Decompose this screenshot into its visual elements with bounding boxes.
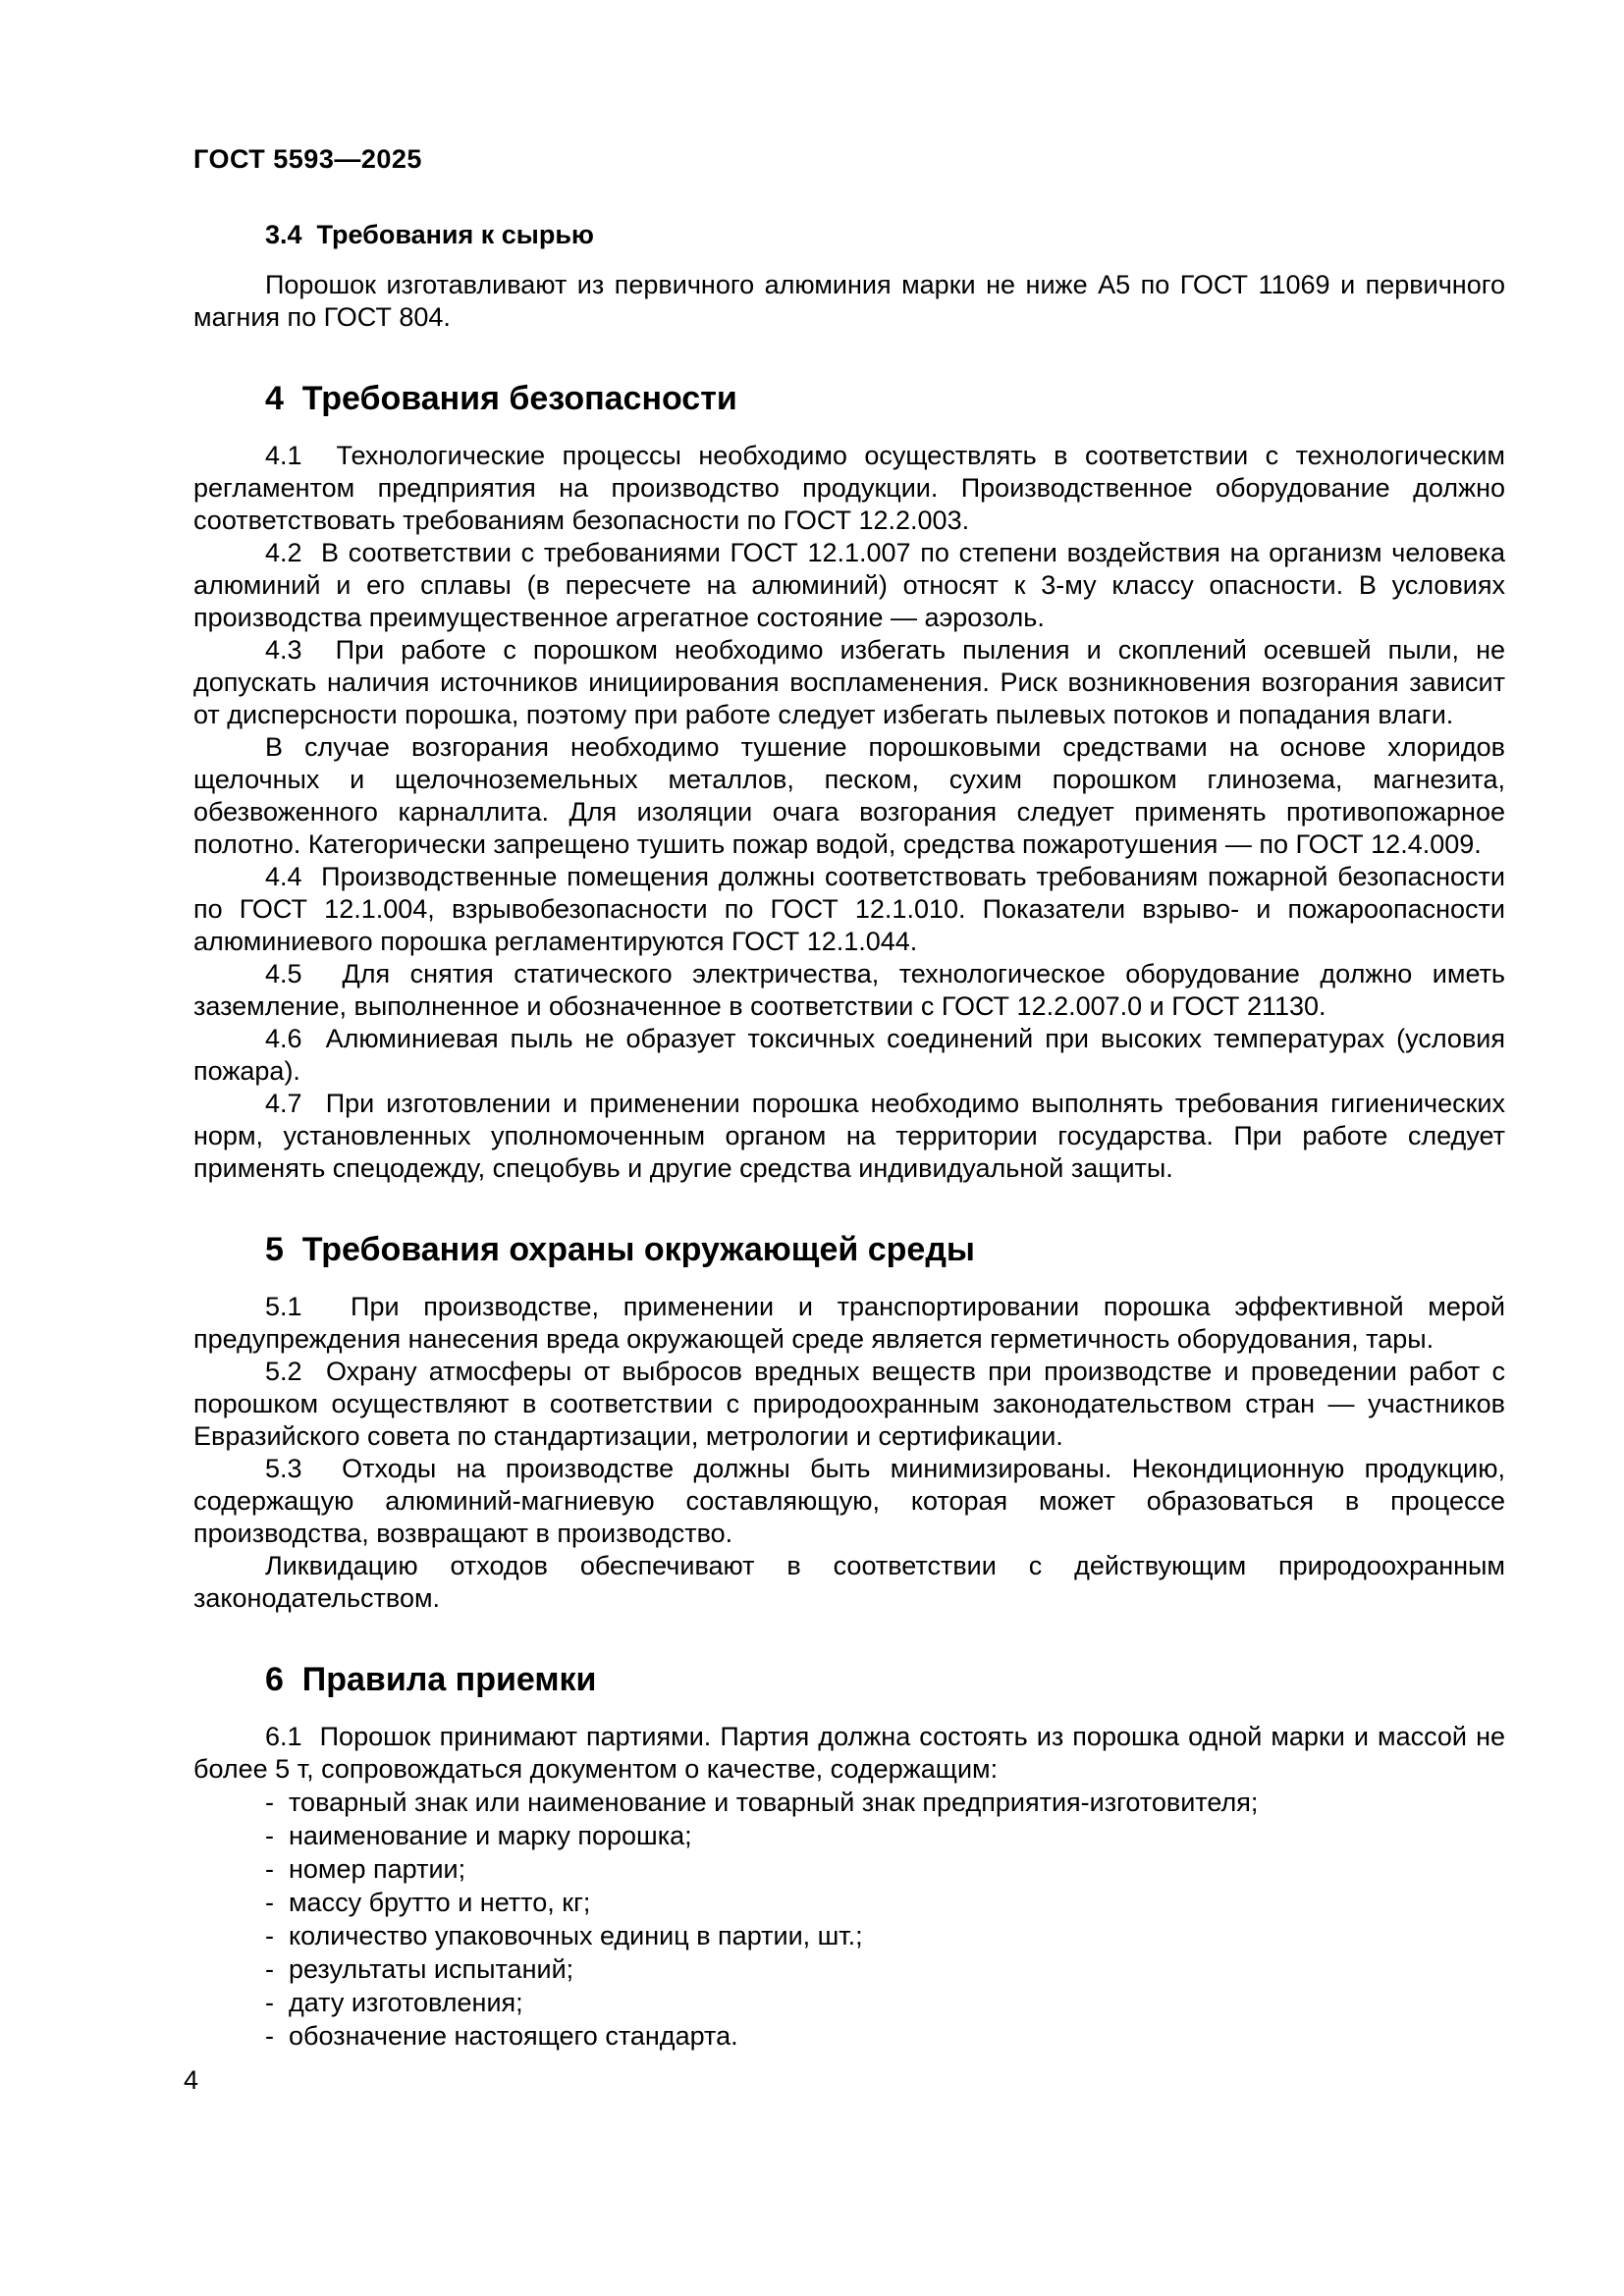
list-item: - товарный знак или наименование и товарный знак предприятия-изготовителя; [265,1788,1259,1817]
paragraph-4-7: 4.7 При изготовлении и применении порошка необходимо выполнять требования гигиенических норм, установленных уполномоченным органом на территории государства. При работе следует применять спецодежду, спецобувь и другие средства индивидуальной защиты. [193,1089,1505,1183]
paragraph-5-2: 5.2 Охрану атмосферы от выбросов вредных веществ при производстве и проведении работ с порошком осуществляют в соответствии с природоохранным законодательством стран — участников Евразийского совета по стандартизации, метрологии и сертификации. [193,1357,1505,1451]
paragraph-6-1: 6.1 Порошок принимают партиями. Партия должна состоять из порошка одной марки и массой не более 5 т, сопровождаться документом о качестве, содержащим: [193,1722,1505,1784]
quality-document-list [193,1786,1505,2053]
paragraph-4-5: 4.5 Для снятия статического электричества, технологическое оборудование должно иметь заземление, выполненное и обозначенное в соответствии с ГОСТ 12.2.007.0 и ГОСТ 21130. [193,959,1505,1021]
section-6-heading: 6 Правила приемки [265,1661,597,1698]
paragraph-4-3: 4.3 При работе с порошком необходимо избегать пыления и скоплений осевшей пыли, не допускать наличия источников инициирования воспламенения. Риск возникновения возгорания зависит от дисперсности порошка, поэтому при работе следует избегать пылевых потоков и попадания влаги. [193,635,1505,729]
paragraph-4-3-continued: В случае возгорания необходимо тушение порошковыми средствами на основе хлоридов щелочных и щелочноземельных металлов, песком, сухим порошком глинозема, магнезита, обезвоженного карналлита. Для изоляции очага возгорания следует применять противопожарное полотно. Категорически запрещено тушить пожар водой, средства пожаротушения — по ГОСТ 12.4.009. [193,732,1505,859]
list-item: - массу брутто и нетто, кг; [265,1888,591,1917]
section-5-heading: 5 Требования охраны окружающей среды [265,1231,975,1268]
running-header: ГОСТ 5593—2025 [193,144,422,174]
list-item: - результаты испытаний; [265,1954,574,1984]
page-content [193,143,1505,2053]
list-item: - дату изготовления; [265,1988,523,2017]
paragraph-4-1: 4.1 Технологические процессы необходимо осуществлять в соответствии с технологическим регламентом предприятия на производство продукции. Производственное оборудование должно соответствовать требованиям безопасности по ГОСТ 12.2.003. [193,441,1505,535]
paragraph-4-2: 4.2 В соответствии с требованиями ГОСТ 12.1.007 по степени воздействия на организм человека алюминий и его сплавы (в пересчете на алюминий) относят к 3-му классу опасности. В условиях производства преимущественное агрегатное состояние — аэрозоль. [193,538,1505,632]
paragraph-4-4: 4.4 Производственные помещения должны соответствовать требованиям пожарной безопасности по ГОСТ 12.1.004, взрывобезопасности по ГОСТ 12.1.010. Показатели взрыво- и пожароопасности алюминиевого порошка регламентируются ГОСТ 12.1.044. [193,862,1505,956]
list-item: - количество упаковочных единиц в партии, шт.; [265,1921,863,1950]
section-4-heading: 4 Требования безопасности [265,380,737,417]
list-item: - наименование и марку порошка; [265,1821,692,1850]
list-item: - обозначение настоящего стандарта. [265,2021,738,2051]
paragraph-4-6: 4.6 Алюминиевая пыль не образует токсичных соединений при высоких температурах (условия пожара). [193,1024,1505,1086]
list-item: - номер партии; [265,1854,466,1884]
paragraph-5-3: 5.3 Отходы на производстве должны быть минимизированы. Некондиционную продукцию, содержащую алюминий-магниевую составляющую, которая может образоваться в процессе производства, возвращают в производство. [193,1454,1505,1548]
subsection-3-4-heading: 3.4 Требования к сырью [265,220,594,249]
page-number: 4 [184,2065,199,2095]
paragraph-5-1: 5.1 При производстве, применении и транспортировании порошка эффективной мерой предупреждения нанесения вреда окружающей среде является герметичность оборудования, тары. [193,1292,1505,1354]
paragraph-5-3-continued: Ликвидацию отходов обеспечивают в соответствии с действующим природоохранным законодательством. [193,1551,1505,1613]
paragraph-3-4: Порошок изготавливают из первичного алюминия марки не ниже А5 по ГОСТ 11069 и первичного магния по ГОСТ 804. [193,270,1505,332]
